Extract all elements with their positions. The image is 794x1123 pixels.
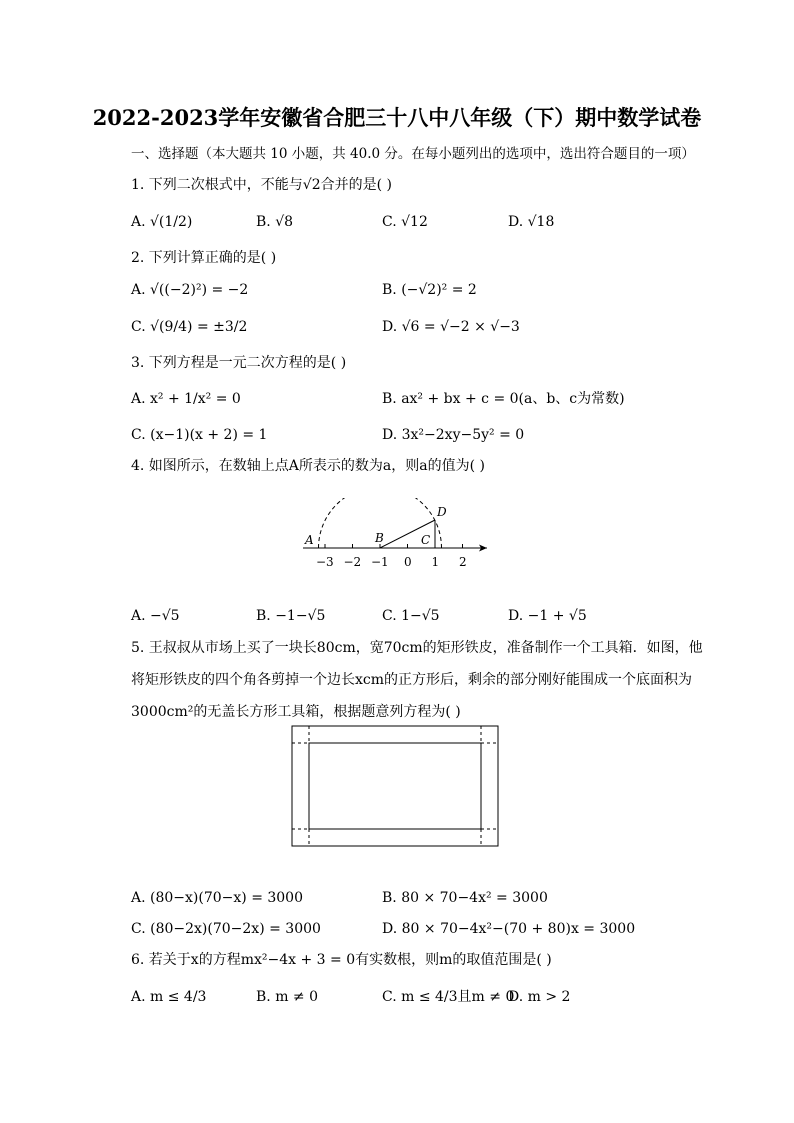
q5-rectangle-figure [291,725,499,847]
tick-label-0: 0 [404,555,412,569]
q1-option-b: B. √8 [256,214,294,230]
corner-cut-lines [292,726,498,846]
q3-option-b: B. ax² + bx + c = 0(a、b、c为常数) [382,391,625,407]
q3-option-d: D. 3x²−2xy−5y² = 0 [382,427,525,443]
section-heading: 一、选择题（本大题共 10 小题，共 40.0 分。在每小题列出的选项中，选出符合题目的一项） [131,146,695,162]
q5-option-a: A. (80−x)(70−x) = 3000 [131,890,303,906]
q5-stem-line3: 3000cm²的无盖长方形工具箱，根据题意列方程为( ) [131,704,461,720]
q5-stem-line2: 将矩形铁皮的四个角各剪掉一个边长xcm的正方形后，剩余的部分刚好能围成一个底面积为 [131,672,693,688]
tick-label-1: 1 [431,555,440,569]
q3-option-c: C. (x−1)(x + 2) = 1 [131,427,268,443]
q5-stem-line1: 5. 王叔叔从市场上买了一块长80cm，宽70cm的矩形铁皮，准备制作一个工具箱．如图，他 [131,640,703,656]
q3-stem: 3. 下列方程是一元二次方程的是( ) [131,355,347,371]
q6-option-c: C. m ≤ 4/3且m ≠ 0 [382,989,515,1005]
q2-stem: 2. 下列计算正确的是( ) [131,250,277,266]
q2-option-b: B. (−√2)² = 2 [382,282,477,298]
q1-stem: 1. 下列二次根式中，不能与√2合并的是( ) [131,177,393,193]
page-title: 2022-2023学年安徽省合肥三十八中八年级（下）期中数学试卷 [92,105,702,130]
q1-option-c: C. √12 [382,214,428,230]
point-label-b: B [375,531,384,545]
q4-option-d: D. −1 + √5 [508,608,587,624]
point-label-c: C [421,533,431,547]
q4-option-a: A. −√5 [131,608,180,624]
q4-number-line-figure [295,498,495,574]
q1-option-d: D. √18 [508,214,555,230]
tick-label-neg3: −3 [316,555,334,569]
q2-option-d: D. √6 = √−2 × √−3 [382,319,520,335]
q4-stem: 4. 如图所示，在数轴上点A所表示的数为a，则a的值为( ) [131,458,485,474]
inner-base [309,743,481,829]
point-label-d: D [437,505,447,519]
outer-sheet [292,726,498,846]
q2-option-a: A. √((−2)²) = −2 [131,282,249,298]
q6-stem: 6. 若关于x的方程mx²−4x + 3 = 0有实数根，则m的取值范围是( ) [131,952,552,968]
tick-label-neg1: −1 [371,555,389,569]
q4-option-b: B. −1−√5 [256,608,326,624]
q5-option-d: D. 80 × 70−4x²−(70 + 80)x = 3000 [382,921,636,937]
q6-option-a: A. m ≤ 4/3 [131,989,207,1005]
tick-label-neg2: −2 [343,555,362,569]
q6-option-d: D. m > 2 [508,989,571,1005]
q4-option-c: C. 1−√5 [382,608,440,624]
point-label-a: A [305,533,314,547]
q5-option-c: C. (80−2x)(70−2x) = 3000 [131,921,321,937]
q5-option-b: B. 80 × 70−4x² = 3000 [382,890,548,906]
tick-label-2: 2 [459,555,467,569]
q6-option-b: B. m ≠ 0 [256,989,319,1005]
q1-option-a: A. √(1/2) [131,214,193,230]
q3-option-a: A. x² + 1/x² = 0 [131,391,241,407]
q2-option-c: C. √(9/4) = ±3/2 [131,319,248,335]
